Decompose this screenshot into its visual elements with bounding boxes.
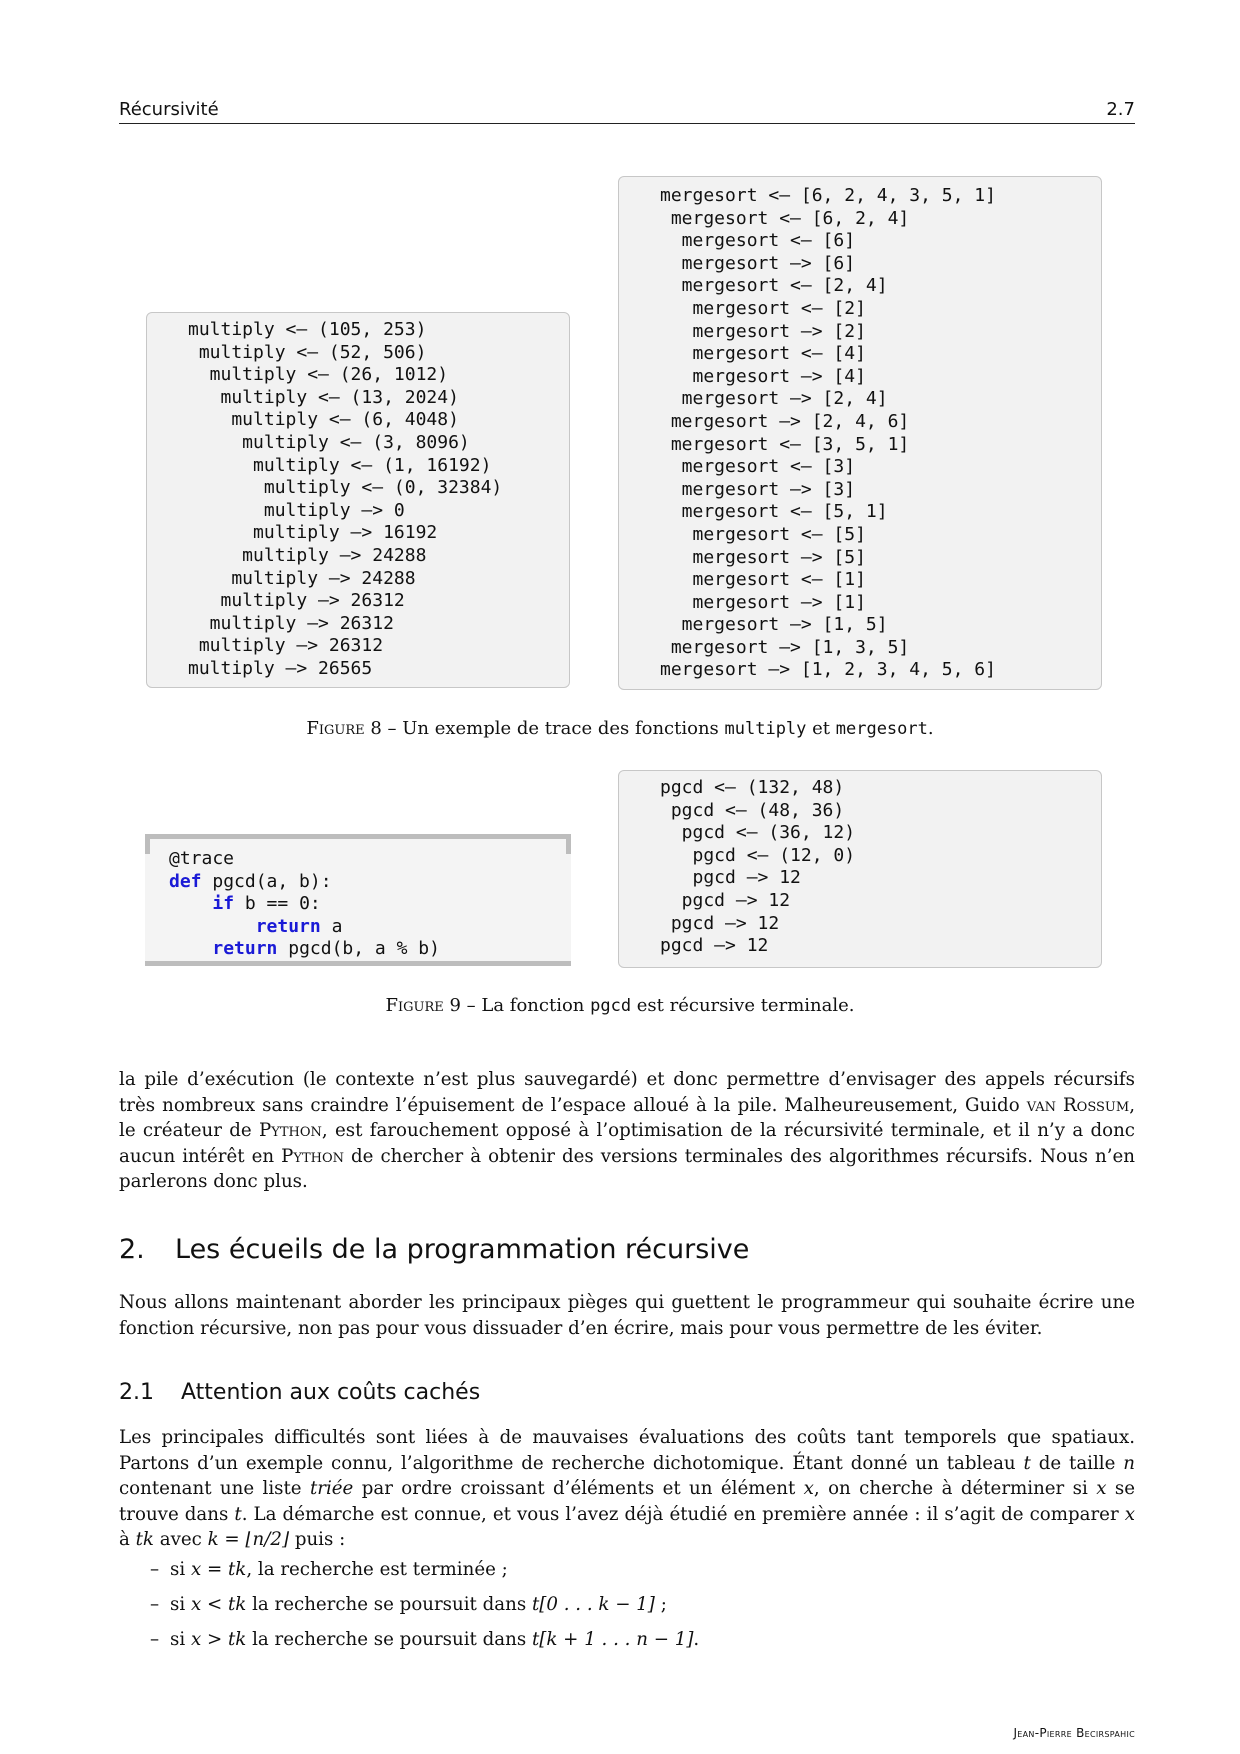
keyword-def: def <box>169 870 202 892</box>
trace-line: multiply <– (1, 16192) <box>188 454 492 476</box>
emph-triee: triée <box>309 1478 354 1499</box>
trace-line: mergesort –> [1, 3, 5] <box>660 636 910 658</box>
trace-multiply-lines <box>188 319 502 681</box>
figure-8-caption <box>0 718 1240 739</box>
trace-line: mergesort <– [1] <box>660 569 866 591</box>
trace-line: mergesort <– [3] <box>660 456 856 478</box>
para3-c: contenant une liste <box>119 1478 310 1499</box>
paragraph-tail-recursion <box>119 1067 1135 1195</box>
para3-b: de taille <box>1030 1452 1124 1474</box>
para1-part-b: , le créateur de <box>119 1094 1135 1141</box>
section-2-title: Les écueils de la programmation récursive <box>175 1234 750 1265</box>
code-line-return-a <box>169 916 440 939</box>
footer-author: Jean-Pierre Becirspahic <box>1013 1726 1135 1740</box>
trace-line: multiply –> 26565 <box>188 657 373 679</box>
math-tk: tk <box>135 1529 154 1550</box>
figure-8-label: Figure 8 <box>306 718 382 739</box>
paragraph-intro-pitfalls <box>119 1290 1135 1341</box>
bullet-prefix: si <box>170 1594 191 1615</box>
trace-line: pgcd <– (36, 12) <box>660 822 856 844</box>
trace-line: multiply <– (3, 8096) <box>188 431 470 453</box>
trace-line: pgcd –> 12 <box>660 935 769 957</box>
bullet-end: ; <box>654 1594 667 1615</box>
para3-e: , on cherche à déterminer si <box>813 1478 1097 1499</box>
figure-8-text: – Un exemple de trace des fonctions <box>381 718 725 739</box>
trace-line: mergesort –> [1, 5] <box>660 614 888 636</box>
para3-g: . La démarche est connue, et vous l’avez déjà étudié en première année : il s’agit de comparer <box>241 1503 1125 1525</box>
code-line-decorator <box>169 848 440 871</box>
para3-h: à <box>119 1529 136 1550</box>
trace-line: pgcd <– (12, 0) <box>660 844 856 866</box>
bullet-dash: – <box>150 1629 160 1650</box>
figure-8-fn-multiply: multiply <box>724 719 807 739</box>
bullet-end: . <box>693 1629 700 1650</box>
para1-part-a: la pile d’exécution (le contexte n’est plus sauvegardé) et donc permettre d’envisager des appels récursifs très nombreux sans craindre l’épuisement de l’espace alloué à la pile. Malheureusement, Guido <box>119 1069 1135 1116</box>
bullet-condition: x = tk <box>190 1559 247 1580</box>
trace-line: multiply –> 26312 <box>188 590 405 612</box>
trace-line: mergesort –> [1] <box>660 591 866 613</box>
para1-part-d: de chercher à obtenir des versions terminales des algorithmes récursifs. Nous n’en parlerons donc plus. <box>119 1145 1135 1192</box>
para1-part-c: , est farouchement opposé à l’optimisation de la récursivité terminale, et il n’y a donc aucun intérêt en <box>119 1120 1135 1167</box>
section-2-number: 2. <box>119 1234 145 1265</box>
trace-line: mergesort –> [6] <box>660 252 856 274</box>
bullet-prefix: si <box>170 1559 191 1580</box>
bullet-dash: – <box>150 1559 160 1580</box>
paragraph-binary-search <box>119 1425 1135 1553</box>
section-2-1-heading <box>119 1380 480 1405</box>
bullet-text: la recherche se poursuit dans <box>246 1629 532 1650</box>
bullet-prefix: si <box>170 1629 191 1650</box>
para2-text: Nous allons maintenant aborder les principaux pièges qui guettent le programmeur qui souhaite écrire une fonction récursive, non pas pour vous dissuader d’en écrire, mais pour vous permettre de les éviter. <box>119 1292 1135 1339</box>
trace-line: mergesort <– [5, 1] <box>660 501 888 523</box>
trace-line: mergesort –> [2, 4, 6] <box>660 410 910 432</box>
trace-line: mergesort <– [5] <box>660 523 866 545</box>
bullet-condition: x < tk <box>190 1594 247 1615</box>
trace-line: mergesort –> [1, 2, 3, 4, 5, 6] <box>660 659 996 681</box>
trace-pgcd-box <box>618 770 1102 968</box>
list-item <box>150 1622 699 1657</box>
trace-line: pgcd –> 12 <box>660 889 791 911</box>
figure-8-text-end: . <box>927 718 934 739</box>
trace-line: multiply <– (13, 2024) <box>188 386 459 408</box>
keyword-return-2: return <box>212 938 278 960</box>
figure-8-text-mid: et <box>806 718 836 739</box>
bullet-text: la recherche se poursuit dans <box>246 1594 532 1615</box>
list-item <box>150 1552 699 1587</box>
author-name-van-rossum: van Rossum <box>1026 1094 1130 1116</box>
decorator-text: @trace <box>169 848 235 869</box>
trace-line: multiply <– (105, 253) <box>188 319 427 340</box>
math-n: n <box>1123 1452 1135 1474</box>
trace-line: multiply –> 24288 <box>188 544 427 566</box>
trace-line: mergesort <– [2] <box>660 297 866 319</box>
return-a-value: a <box>320 915 343 937</box>
bullet-condition: x > tk <box>190 1629 247 1650</box>
bullet-range: t[k + 1 . . . n − 1] <box>531 1629 694 1650</box>
trace-mergesort-lines <box>660 185 996 682</box>
para3-d: par ordre croissant d’éléments et un élément <box>353 1478 804 1499</box>
trace-line: multiply –> 26312 <box>188 635 384 657</box>
math-x-2: x <box>1096 1478 1107 1499</box>
code-line-if <box>169 893 440 916</box>
trace-line: mergesort <– [6, 2, 4, 3, 5, 1] <box>660 185 996 206</box>
math-t-2: t <box>234 1503 242 1525</box>
code-line-def <box>169 871 440 894</box>
language-python-2: Python <box>281 1145 344 1167</box>
trace-line: multiply –> 26312 <box>188 612 394 634</box>
trace-line: mergesort –> [5] <box>660 546 866 568</box>
para3-j: puis : <box>289 1529 346 1550</box>
trace-line: pgcd –> 12 <box>660 867 801 889</box>
math-k-formula: k = ⌊n/2⌋ <box>207 1529 290 1550</box>
keyword-if: if <box>212 893 235 915</box>
language-python: Python <box>259 1120 322 1141</box>
trace-line: mergesort –> [2] <box>660 320 866 342</box>
header-section-title: Récursivité <box>119 99 219 120</box>
figure-8-fn-mergesort: mergesort <box>835 719 928 739</box>
trace-pgcd-lines <box>660 777 855 958</box>
trace-line: mergesort –> [2, 4] <box>660 388 888 410</box>
pgcd-source-code-box <box>145 834 571 966</box>
bullet-range: t[0 . . . k − 1] <box>531 1594 655 1615</box>
math-x: x <box>803 1478 814 1499</box>
bullet-list <box>150 1552 699 1657</box>
running-header <box>119 97 1135 124</box>
figure-9-text: – La fonction <box>460 995 591 1016</box>
trace-line: pgcd <– (48, 36) <box>660 799 845 821</box>
bullet-text: , la recherche est terminée ; <box>246 1559 508 1580</box>
return-pgcd-call: pgcd(b, a % b) <box>277 938 440 960</box>
trace-line: mergesort <– [3, 5, 1] <box>660 433 910 455</box>
header-page-number: 2.7 <box>1106 99 1135 120</box>
trace-line: pgcd –> 12 <box>660 912 780 934</box>
trace-line: mergesort <– [6] <box>660 230 856 252</box>
trace-multiply-box <box>146 312 570 688</box>
trace-line: pgcd <– (132, 48) <box>660 777 845 798</box>
math-x-3: x <box>1124 1503 1135 1525</box>
trace-line: mergesort <– [6, 2, 4] <box>660 207 910 229</box>
trace-line: mergesort –> [3] <box>660 478 856 500</box>
figure-9-caption <box>0 995 1240 1016</box>
trace-line: mergesort <– [2, 4] <box>660 275 888 297</box>
section-2-heading <box>119 1234 749 1265</box>
if-condition: b == 0: <box>234 893 321 915</box>
trace-line: mergesort –> [4] <box>660 365 866 387</box>
bullet-dash: – <box>150 1594 160 1615</box>
list-item <box>150 1587 699 1622</box>
para3-i: avec <box>153 1529 208 1550</box>
trace-mergesort-box <box>618 176 1102 690</box>
para3-a: Les principales difficultés sont liées à de mauvaises évaluations des coûts tant temporels que spatiaux. Partons d’un exemple connu, l’algorithme de recherche dichotomique. Étant donné un tableau <box>119 1427 1135 1474</box>
trace-line: multiply <– (52, 506) <box>188 341 427 363</box>
trace-line: mergesort <– [4] <box>660 343 866 365</box>
figure-9-fn-pgcd: pgcd <box>590 996 632 1016</box>
math-t: t <box>1023 1452 1031 1474</box>
def-signature: pgcd(a, b): <box>201 870 332 892</box>
trace-line: multiply –> 24288 <box>188 567 416 589</box>
figure-9-label: Figure 9 <box>385 995 461 1016</box>
trace-line: multiply –> 16192 <box>188 522 438 544</box>
figure-9-text-end: est récursive terminale. <box>631 995 855 1016</box>
trace-line: multiply <– (26, 1012) <box>188 364 449 386</box>
trace-line: multiply <– (6, 4048) <box>188 409 459 431</box>
section-2-1-title: Attention aux coûts cachés <box>181 1380 481 1405</box>
trace-line: multiply <– (0, 32384) <box>188 477 503 499</box>
para3-f: se trouve dans <box>119 1478 1135 1525</box>
keyword-return: return <box>255 915 321 937</box>
trace-line: multiply –> 0 <box>188 499 405 521</box>
section-2-1-number: 2.1 <box>119 1380 154 1405</box>
code-line-return-pgcd <box>169 938 440 961</box>
